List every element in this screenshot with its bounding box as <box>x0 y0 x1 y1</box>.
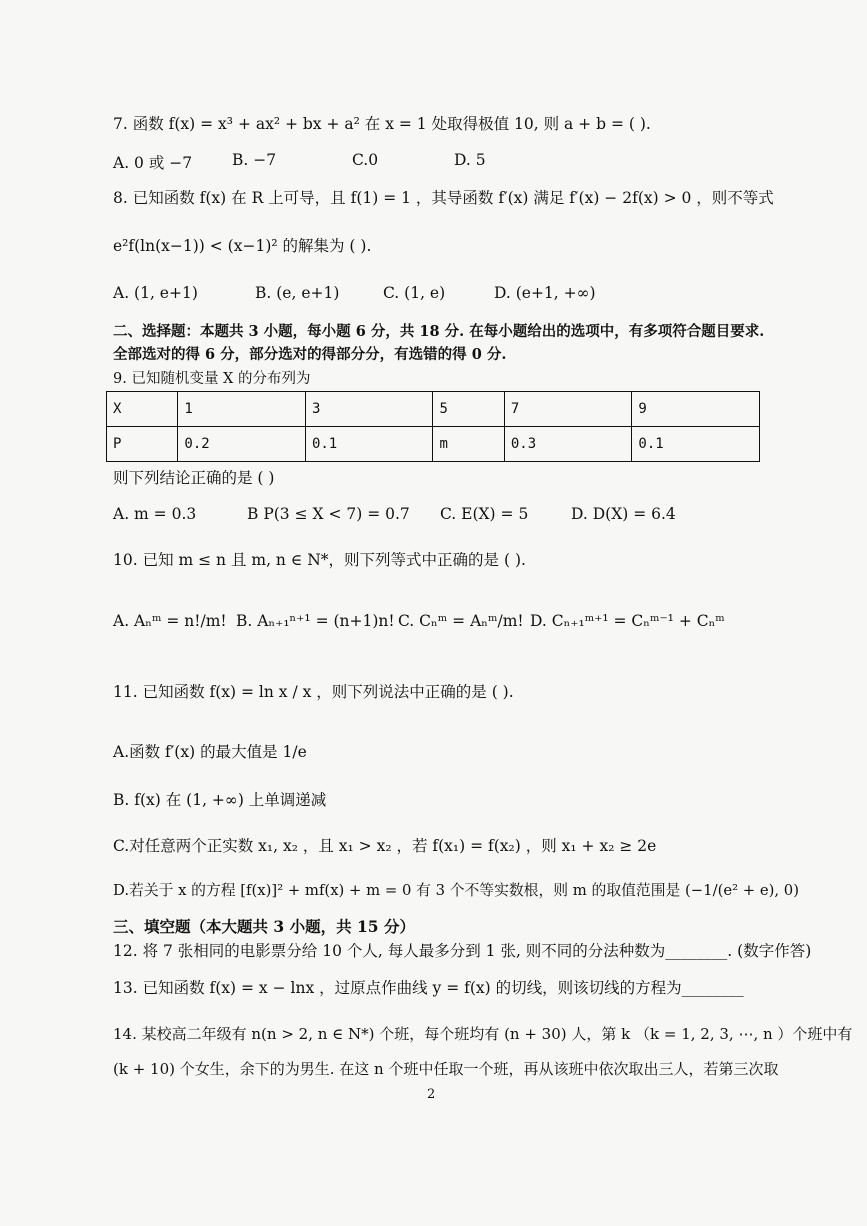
q7-option-c: C.0 <box>352 151 379 169</box>
table-cell: 0.3 <box>504 427 632 462</box>
q7-option-d: D. 5 <box>454 151 486 169</box>
section2-heading-line1: 二、选择题：本题共 3 小题，每小题 6 分，共 18 分. 在每小题给出的选项中，有多项符合题目要求. <box>113 323 765 340</box>
q9-after: 则下列结论正确的是 ( ) <box>113 469 275 487</box>
q9-option-c: C. E(X) = 5 <box>440 505 529 523</box>
q11-stem: 11. 已知函数 f(x) = ln x / x ，则下列说法中正确的是 ( ). <box>113 683 514 701</box>
q10-stem: 10. 已知 m ≤ n 且 m, n ∈ N*，则下列等式中正确的是 ( ). <box>113 551 526 569</box>
table-cell: 1 <box>178 392 306 427</box>
q10-option-b: B. Aₙ₊₁ⁿ⁺¹ = (n+1)n! <box>236 612 395 630</box>
section2-heading-line2: 全部选对的得 6 分，部分选对的得部分分，有选错的得 0 分. <box>113 346 507 363</box>
q10-option-a: A. Aₙᵐ = n!/m! <box>113 612 227 630</box>
table-cell: 5 <box>433 392 504 427</box>
q7-stem: 7. 函数 f(x) = x³ + ax² + bx + a² 在 x = 1 处取得极值 10, 则 a + b = ( ). <box>113 115 651 133</box>
table-row-p <box>107 427 760 462</box>
q14-line2: (k + 10) 个女生，余下的为男生. 在这 n 个班中任取一个班，再从该班中依次取出三人，若第三次取 <box>113 1060 779 1078</box>
q7-option-a: A. 0 或 −7 <box>113 154 193 172</box>
q14-line1: 14. 某校高二年级有 n(n > 2, n ∈ N*) 个班，每个班均有 (n + 30) 人，第 k （k = 1, 2, 3, ⋯, n ）个班中有 <box>113 1025 853 1043</box>
q10-option-c: C. Cₙᵐ = Aₙᵐ/m! <box>398 612 524 630</box>
table-cell: 0.1 <box>632 427 760 462</box>
q7-option-b: B. −7 <box>232 151 277 169</box>
q8-option-c: C. (1, e) <box>383 284 446 302</box>
table-cell: 0.2 <box>178 427 306 462</box>
table-cell: 0.1 <box>305 427 433 462</box>
q8-option-b: B. (e, e+1) <box>255 284 340 302</box>
q12-stem: 12. 将 7 张相同的电影票分给 10 个人, 每人最多分到 1 张, 则不同的分法种数为________. (数字作答) <box>113 942 812 960</box>
table-row-x <box>107 392 760 427</box>
q8-option-d: D. (e+1, +∞) <box>494 284 596 302</box>
table-cell: 9 <box>632 392 760 427</box>
q11-option-b: B. f(x) 在 (1, +∞) 上单调递减 <box>113 791 327 809</box>
q9-option-b: B P(3 ≤ X < 7) = 0.7 <box>247 505 410 523</box>
table-cell: 3 <box>305 392 433 427</box>
q10-option-d: D. Cₙ₊₁ᵐ⁺¹ = Cₙᵐ⁻¹ + Cₙᵐ <box>530 612 725 630</box>
table-cell: m <box>433 427 504 462</box>
q9-stem: 9. 已知随机变量 X 的分布列为 <box>113 371 311 387</box>
q11-option-a: A.函数 f′(x) 的最大值是 1/e <box>113 743 307 761</box>
q8-option-a: A. (1, e+1) <box>113 284 198 302</box>
q9-option-d: D. D(X) = 6.4 <box>571 505 676 523</box>
page-number: 2 <box>427 1087 436 1102</box>
distribution-table <box>106 391 760 462</box>
q13-stem: 13. 已知函数 f(x) = x − lnx ，过原点作曲线 y = f(x) 的切线，则该切线的方程为________ <box>113 979 744 997</box>
table-cell: P <box>107 427 178 462</box>
q11-option-c: C.对任意两个正实数 x₁, x₂ ，且 x₁ > x₂ ，若 f(x₁) = f(x₂) ，则 x₁ + x₂ ≥ 2e <box>113 837 657 855</box>
table-cell: 7 <box>504 392 632 427</box>
q9-option-a: A. m = 0.3 <box>113 505 197 523</box>
table-cell: X <box>107 392 178 427</box>
q8-stem-line1: 8. 已知函数 f(x) 在 R 上可导，且 f(1) = 1 ，其导函数 f′(x) 满足 f′(x) − 2f(x) > 0 ，则不等式 <box>113 189 774 207</box>
q11-option-d: D.若关于 x 的方程 [f(x)]² + mf(x) + m = 0 有 3 个不等实数根，则 m 的取值范围是 (−1/(e² + e), 0) <box>113 882 799 899</box>
section3-heading: 三、填空题（本大题共 3 小题，共 15 分） <box>113 917 415 936</box>
q8-stem-line2: e²f(ln(x−1)) < (x−1)² 的解集为 ( ). <box>113 237 372 255</box>
